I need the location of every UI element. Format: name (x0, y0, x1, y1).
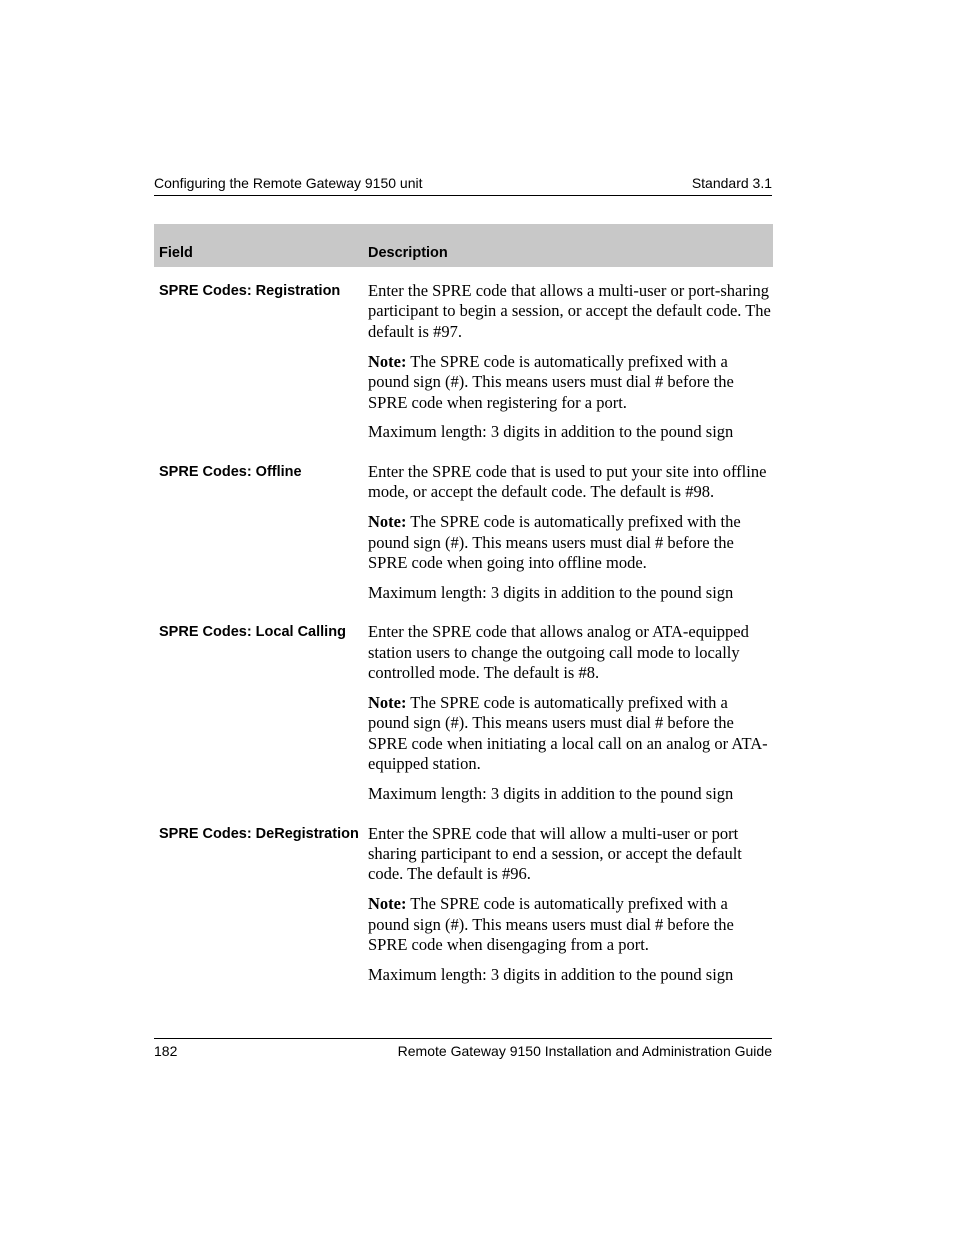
field-description-table (154, 224, 773, 985)
description-max-length: Maximum length: 3 digits in addition to the pound sign (368, 784, 734, 804)
description-max-length: Maximum length: 3 digits in addition to the pound sign (368, 964, 734, 984)
note-text: The SPRE code is automatically prefixed with a pound sign (#). This means users must dial # before the SPRE code when initiating a local call on an analog or ATA-equipped station. (368, 693, 768, 774)
description-note (368, 693, 773, 775)
description-max-length: Maximum length: 3 digits in addition to the pound sign (368, 582, 734, 602)
running-header (154, 175, 772, 196)
description-note (368, 512, 773, 573)
header-standard: Standard 3.1 (691, 175, 772, 191)
table-row (154, 443, 773, 603)
field-description (368, 622, 773, 804)
description-intro: Enter the SPRE code that allows a multi-user or port-sharing participant to begin a session, or accept the default code. The default is #97. (368, 281, 771, 341)
footer-guide-title: Remote Gateway 9150 Installation and Administration Guide (397, 1043, 772, 1059)
note-text: The SPRE code is automatically prefixed with the pound sign (#). This means users must dial # before the SPRE code when going into offline mode. (368, 512, 741, 572)
table-row (154, 603, 773, 804)
description-max-length: Maximum length: 3 digits in addition to the pound sign (368, 422, 734, 442)
header-section-title: Configuring the Remote Gateway 9150 unit (154, 175, 423, 191)
note-label: Note: (368, 512, 407, 532)
table-row (154, 805, 773, 986)
note-text: The SPRE code is automatically prefixed with a pound sign (#). This means users must dial # before the SPRE code when registering for a port. (368, 351, 734, 412)
table-row (154, 267, 773, 443)
description-intro: Enter the SPRE code that will allow a multi-user or port sharing participant to end a session, or accept the default code. The default is #96. (368, 823, 742, 884)
running-footer (154, 1038, 772, 1059)
description-intro: Enter the SPRE code that allows analog or ATA-equipped station users to change the outgoing call mode to locally controlled mode. The default is #8. (368, 622, 749, 683)
table-header-row (154, 224, 773, 267)
column-header-field: Field (159, 245, 193, 261)
field-name: SPRE Codes: Registration (159, 283, 341, 299)
field-name: SPRE Codes: DeRegistration (159, 825, 359, 842)
field-description (368, 281, 773, 443)
field-name: SPRE Codes: Offline (159, 463, 302, 480)
page-number: 182 (154, 1043, 178, 1059)
note-label: Note: (368, 894, 407, 914)
note-label: Note: (368, 351, 407, 371)
field-description (368, 824, 773, 986)
note-text: The SPRE code is automatically prefixed with a pound sign (#). This means users must dial # before the SPRE code when disengaging from a port. (368, 894, 734, 955)
column-header-description: Description (368, 245, 448, 261)
field-description (368, 462, 773, 603)
description-note (368, 352, 773, 413)
description-note (368, 894, 773, 955)
description-intro: Enter the SPRE code that is used to put your site into offline mode, or accept the default code. The default is #98. (368, 461, 767, 502)
field-name: SPRE Codes: Local Calling (159, 624, 346, 641)
note-label: Note: (368, 693, 407, 712)
